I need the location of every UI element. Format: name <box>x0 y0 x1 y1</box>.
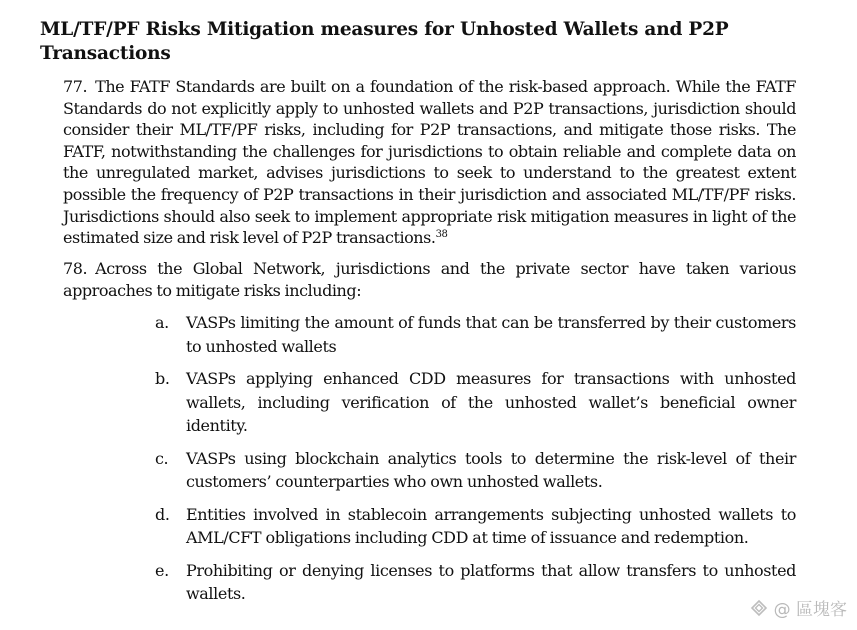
list-letter: e. <box>155 560 169 580</box>
footnote-ref[interactable]: 38 <box>435 229 448 241</box>
list-item <box>152 311 796 358</box>
list-letter: c. <box>155 448 169 468</box>
list-letter: b. <box>155 369 170 388</box>
list-letter: d. <box>155 504 170 524</box>
mitigation-list <box>152 311 796 606</box>
list-item <box>152 447 796 494</box>
list-letter: a. <box>155 313 169 332</box>
paragraph-number: 78. <box>63 259 88 278</box>
list-item-text: VASPs applying enhanced CDD measures for transactions with unhosted wallets, including verification of the unhosted wallet’s beneficial owner identity. <box>186 369 796 435</box>
list-item-text: Entities involved in stablecoin arrangements subjecting unhosted wallets to AML/CFT obligations including CDD at time of issuance and redemption. <box>186 504 796 547</box>
list-item-text: Prohibiting or denying licenses to platforms that allow transfers to unhosted wallets. <box>186 560 796 603</box>
watermark-text: @ 區塊客 <box>773 600 847 620</box>
watermark <box>748 595 847 620</box>
list-item-text: VASPs using blockchain analytics tools to determine the risk-level of their customers’ counterparties who own unhosted wallets. <box>186 448 796 491</box>
list-item <box>152 503 796 550</box>
paragraph-text: The FATF Standards are built on a foundation of the risk-based approach. While the FATF Standards do not explicitly apply to unhosted wallets and P2P transactions, jurisdiction should consider their ML/TF/PF risks, including for P2P transactions, and mitigate those risks. The FATF, notwithstanding the challenges for jurisdictions to obtain reliable and complete data on the unregulated market, advises jurisdictions to seek to understand to the greatest extent possible the frequency of P2P transactions in their jurisdiction and associated ML/TF/PF risks. Jurisdictions should also seek to implement appropriate risk mitigation measures in light of the estimated size and risk level of P2P transactions. <box>63 77 796 248</box>
paragraph-text: Across the Global Network, jurisdictions and the private sector have taken various approaches to mitigate risks including: <box>63 259 796 300</box>
list-item <box>152 367 796 438</box>
section-heading: ML/TF/PF Risks Mitigation measures for Unhosted Wallets and P2P Transactions <box>40 19 729 64</box>
paragraph-78 <box>63 258 796 301</box>
wechat-logo-icon <box>748 599 770 617</box>
paragraph-number: 77. <box>63 77 88 96</box>
list-item-text: VASPs limiting the amount of funds that can be transferred by their customers to unhosted wallets <box>186 313 796 356</box>
paragraph-77 <box>63 76 796 249</box>
list-item <box>152 559 796 606</box>
